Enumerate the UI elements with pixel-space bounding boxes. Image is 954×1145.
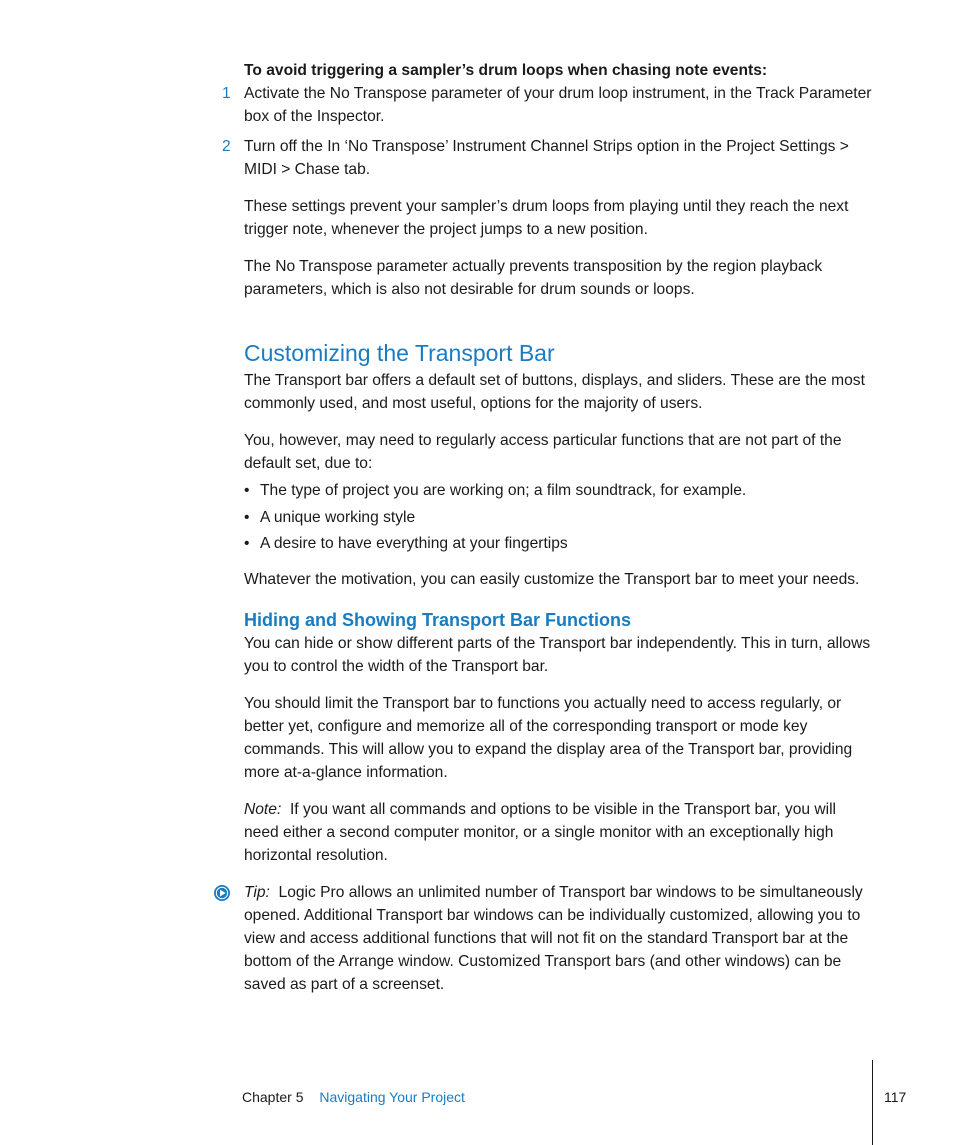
subsection-heading: Hiding and Showing Transport Bar Functions (244, 610, 631, 630)
list-item (244, 532, 874, 555)
section-heading: Customizing the Transport Bar (244, 340, 555, 366)
footer-divider (872, 1060, 873, 1145)
step-number: 2 (222, 138, 231, 155)
page-content (222, 59, 874, 1010)
step-item (222, 135, 874, 181)
bullet-marker: • (244, 535, 250, 552)
paragraph: Whatever the motivation, you can easily customize the Transport bar to meet your needs. (244, 571, 860, 588)
paragraph: The No Transpose parameter actually prevents transposition by the region playback parameters, which is also not desirable for drum sounds or loops. (244, 258, 823, 298)
page-number: 117 (884, 1089, 907, 1105)
step-number: 1 (222, 85, 231, 102)
chapter-label: Chapter 5 (242, 1089, 304, 1105)
play-arrow-circle-icon (213, 884, 231, 902)
list-item-text: The type of project you are working on; a film soundtrack, for example. (260, 482, 747, 499)
bullet-marker: • (244, 508, 250, 526)
paragraph: You should limit the Transport bar to functions you actually need to access regularly, or better yet, configure and memorize all of the corresponding transport or mode key commands. This will allow you to expand the display area of the Transport bar, providing more at-a-glance information. (244, 695, 853, 781)
paragraph: These settings prevent your sampler’s drum loops from playing until they reach the next trigger note, whenever the project jumps to a new position. (244, 198, 849, 238)
tip-label: Tip: (244, 884, 270, 901)
procedure-steps (222, 82, 874, 181)
note-paragraph (244, 798, 874, 867)
list-item-text: A unique working style (260, 508, 416, 526)
paragraph: You can hide or show different parts of the Transport bar independently. This in turn, allows you to control the width of the Transport bar. (244, 635, 871, 675)
bullet-marker: • (244, 482, 250, 499)
step-text: Activate the No Transpose parameter of your drum loop instrument, in the Track Parameter box of the Inspector. (244, 85, 872, 125)
paragraph: You, however, may need to regularly access particular functions that are not part of the default set, due to: (244, 432, 842, 472)
paragraph: The Transport bar offers a default set of buttons, displays, and sliders. These are the most commonly used, and most useful, options for the majority of users. (244, 372, 865, 412)
note-label: Note: (244, 801, 282, 818)
step-text: Turn off the In ‘No Transpose’ Instrument Channel Strips option in the Project Settings > MIDI > Chase tab. (244, 138, 849, 178)
bullet-list (244, 479, 874, 555)
chapter-title: Navigating Your Project (319, 1089, 465, 1105)
step-item (222, 82, 874, 128)
procedure-heading: To avoid triggering a sampler’s drum loops when chasing note events: (244, 62, 768, 79)
note-text: If you want all commands and options to be visible in the Transport bar, you will need either a second computer monitor, or a single monitor with an exceptionally high horizontal resolution. (244, 801, 837, 864)
tip-text: Logic Pro allows an unlimited number of Transport bar windows to be simultaneously opened. Additional Transport bar windows can be individually customized, allowing you to view and access additional functions that will not fit on the standard Transport bar at the bottom of the Arrange window. Customized Transport bars (and other windows) can be saved as part of a screenset. (244, 884, 863, 993)
list-item-text: A desire to have everything at your fingertips (260, 535, 568, 552)
page-footer (242, 1087, 465, 1107)
list-item (244, 479, 874, 502)
list-item (244, 506, 874, 529)
tip-paragraph (244, 881, 874, 996)
